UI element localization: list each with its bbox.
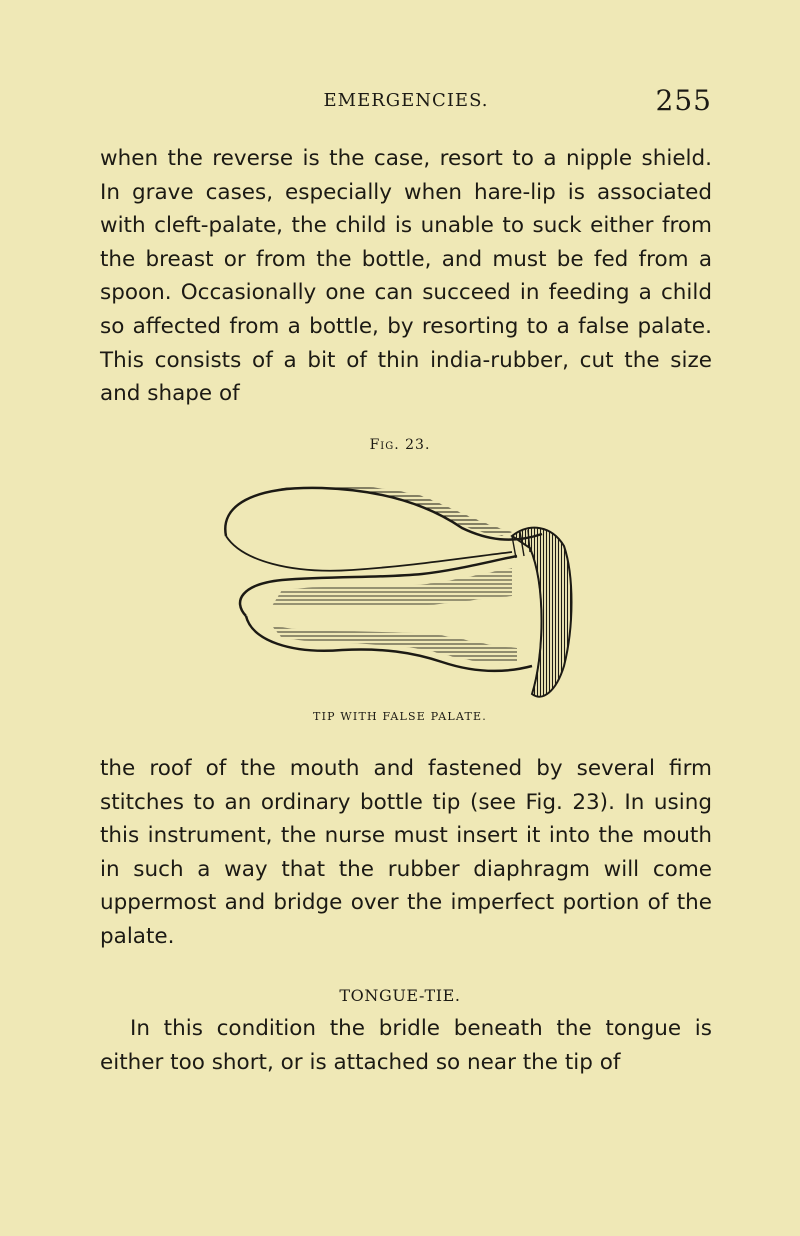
- section-heading: TONGUE-TIE.: [339, 986, 461, 1005]
- body-paragraph-2: the roof of the mouth and fastened by several firm stitches to an ordinary bottle tip (see Fig. 23). In using this instrument, the nurse must insert it into the mouth in such a way that the rubber diaphragm will come uppermost and bridge over the imperfect portion of the palate.: [100, 756, 712, 949]
- body-paragraph-3: In this condition the bridle beneath the tongue is either too short, or is attached so near the tip of: [100, 1016, 712, 1075]
- page-number: 255: [655, 84, 712, 117]
- figure-label: Fig. 23.: [369, 437, 431, 453]
- running-title: EMERGENCIES.: [323, 90, 489, 111]
- figure-caption: TIP WITH FALSE PALATE.: [313, 710, 487, 723]
- false-palate-illustration: [212, 466, 584, 706]
- running-head: [100, 84, 712, 120]
- body-paragraph-1: when the reverse is the case, resort to a nipple shield. In grave cases, especially when hare-lip is associated with cleft-palate, the child is unable to suck either from the breast or from the bottle, and must be fed from a spoon. Occasionally one can succeed in feeding a child so affected from a bottle, by resorting to a false palate. This consists of a bit of thin india-rubber, cut the size and shape of: [100, 146, 712, 407]
